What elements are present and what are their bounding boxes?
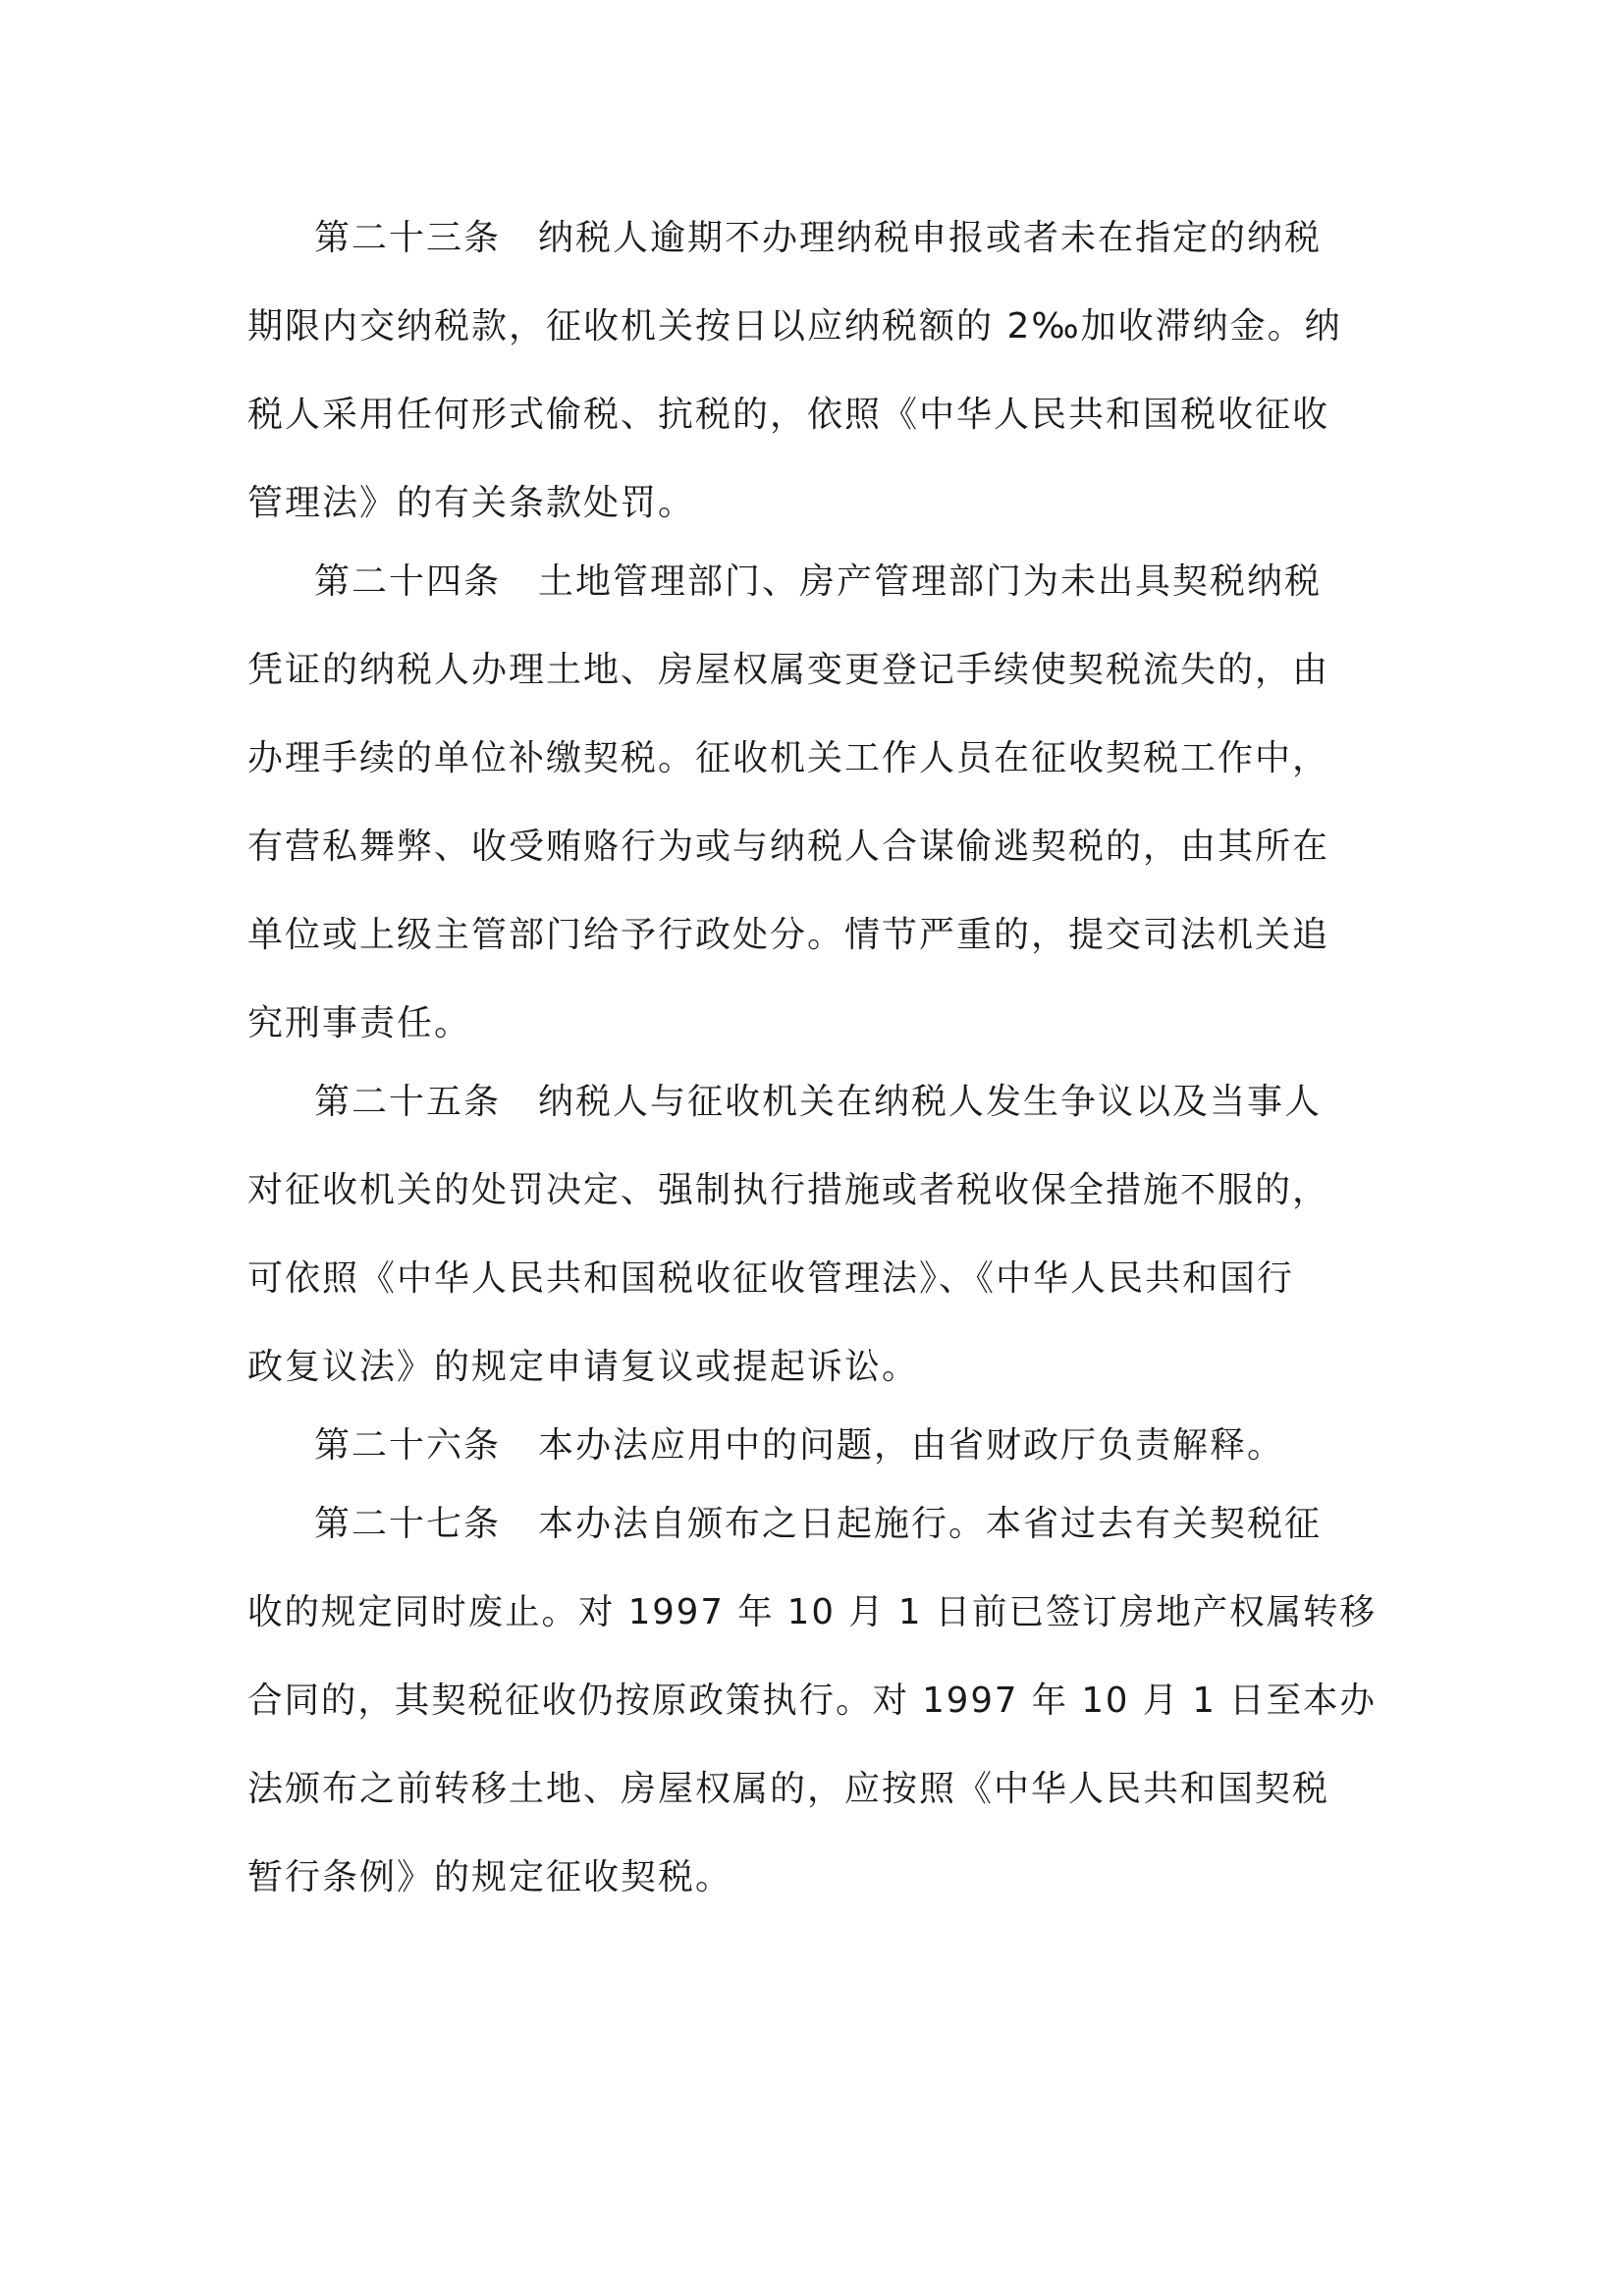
article-23-line-3: 税人采用任何形式偷税、抗税的，依照《中华人民共和国税收征收 — [247, 395, 1330, 435]
article-24-line-4: 有营私舞弊、收受贿赂行为或与纳税人合谋偷逃契税的，由其所在 — [247, 827, 1330, 867]
article-24-line-6: 究刑事责任。 — [247, 1003, 472, 1043]
article-25-line-3: 可依照《中华人民共和国税收征收管理法》、《中华人民共和国行 — [247, 1258, 1295, 1299]
article-24-line-5: 单位或上级主管部门给予行政处分。情节严重的，提交司法机关追 — [247, 915, 1330, 955]
article-27-line-3: 合同的，其契税征收仍按原政策执行。对 1997 年 10 月 1 日至本办 — [247, 1681, 1377, 1721]
article-25-line-4: 政复议法》的规定申请复议或提起诉讼。 — [247, 1347, 920, 1387]
article-27-line-4: 法颁布之前转移土地、房屋权属的，应按照《中华人民共和国契税 — [247, 1769, 1330, 1809]
article-27-line-2: 收的规定同时废止。对 1997 年 10 月 1 日前已签订房地产权属转移 — [247, 1592, 1377, 1632]
article-23-line-1: 第二十三条 纳税人逾期不办理纳税申报或者未在指定的纳税 — [314, 218, 1323, 258]
article-25-line-1: 第二十五条 纳税人与征收机关在纳税人发生争议以及当事人 — [314, 1082, 1323, 1122]
article-24-line-2: 凭证的纳税人办理土地、房屋权属变更登记手续使契税流失的，由 — [247, 650, 1330, 690]
article-25-line-2: 对征收机关的处罚决定、强制执行措施或者税收保全措施不服的， — [247, 1170, 1330, 1210]
article-26-line-1: 第二十六条 本办法应用中的问题，由省财政厅负责解释。 — [314, 1425, 1285, 1466]
article-24-line-1: 第二十四条 土地管理部门、房产管理部门为未出具契税纳税 — [314, 561, 1323, 602]
article-27-line-1: 第二十七条 本办法自颁布之日起施行。本省过去有关契税征 — [314, 1504, 1323, 1544]
article-27-line-5: 暂行条例》的规定征收契税。 — [247, 1857, 733, 1897]
article-23-line-4: 管理法》的有关条款处罚。 — [247, 483, 696, 523]
article-23-line-2: 期限内交纳税款，征收机关按日以应纳税额的 2‰加收滞纳金。纳 — [247, 306, 1342, 347]
article-24-line-3: 办理手续的单位补缴契税。征收机关工作人员在征收契税工作中， — [247, 738, 1330, 778]
